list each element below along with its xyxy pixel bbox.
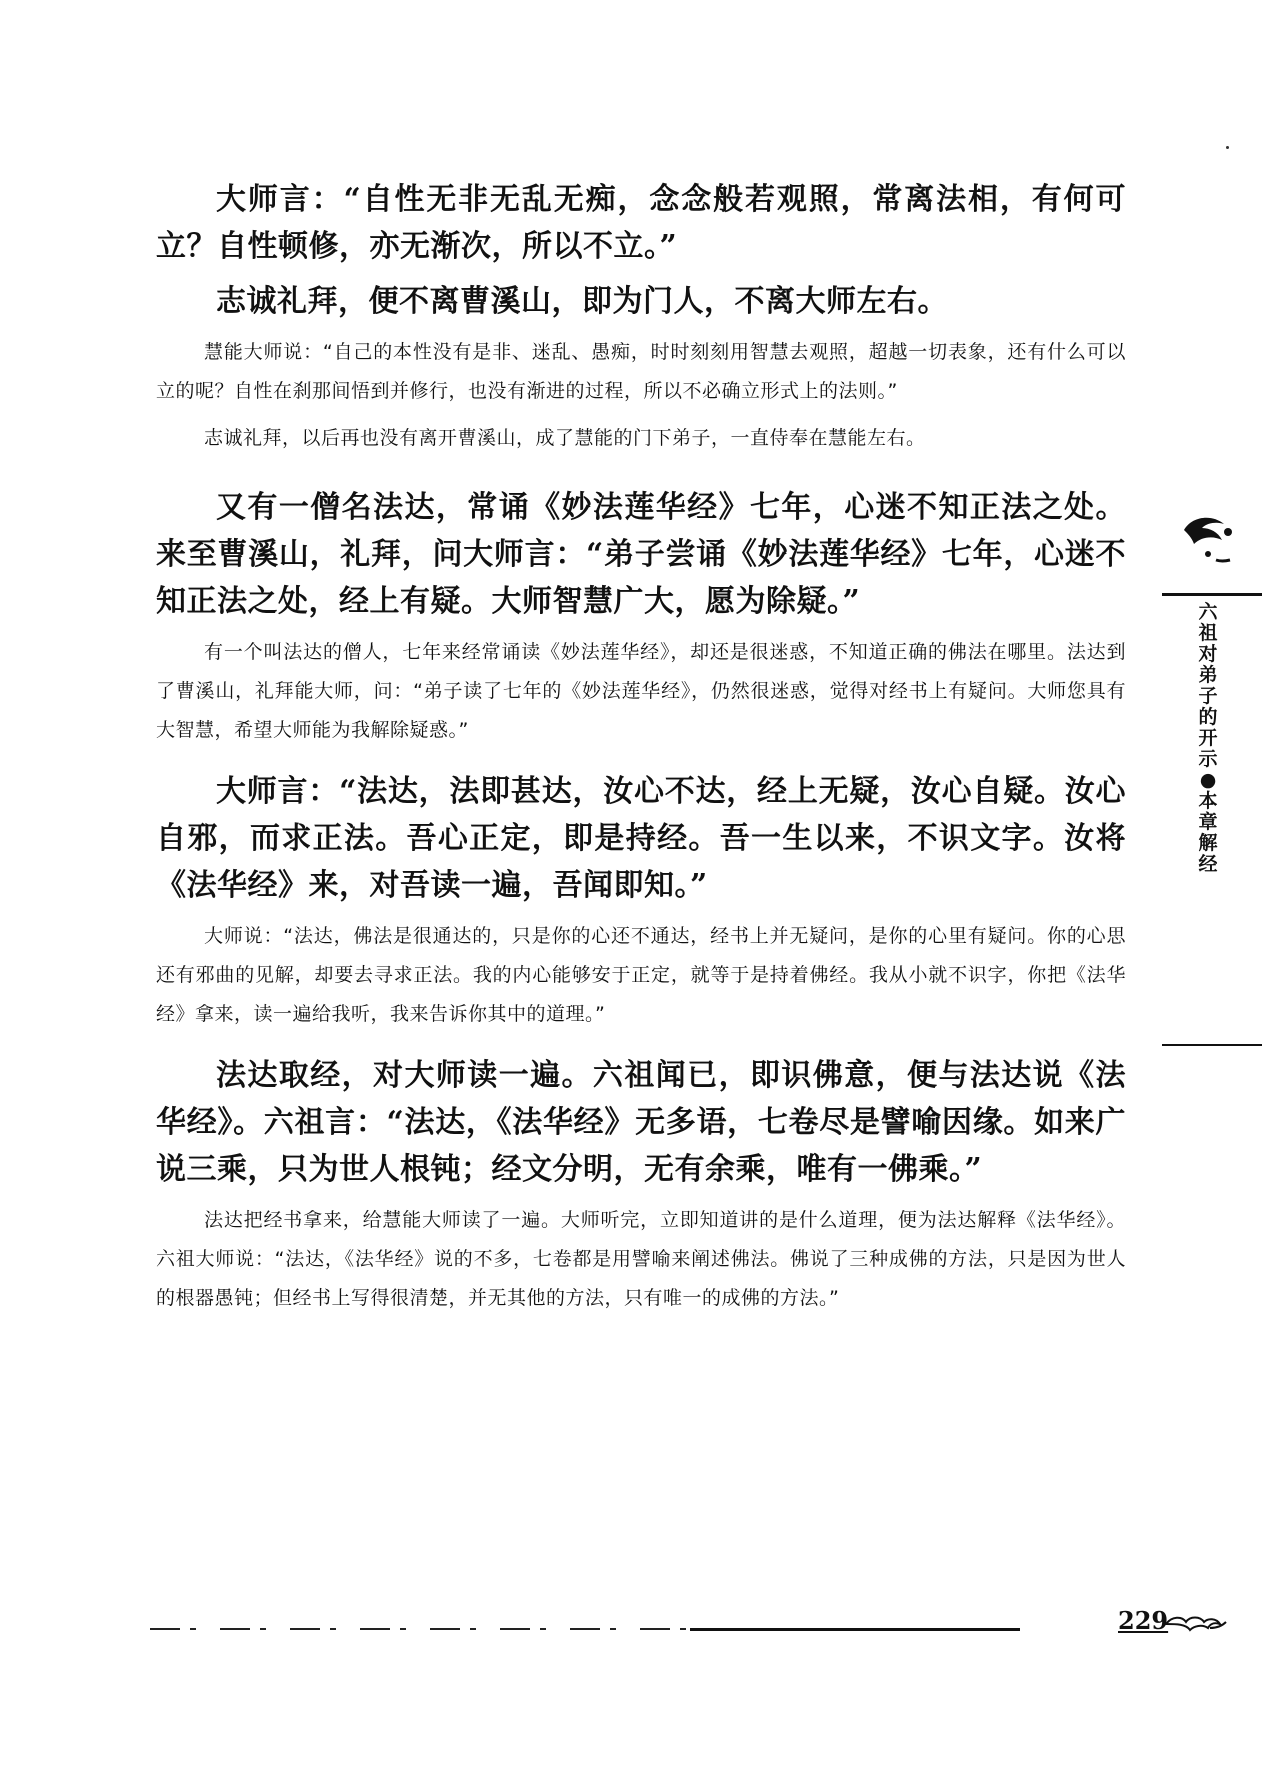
- original-paragraph-1: 大师言：“自性无非无乱无痴，念念般若观照，常离法相，有何可立？自性顿修，亦无渐次，所以不立。”: [156, 182, 1126, 264]
- main-text-column: [156, 176, 1126, 1318]
- footer-rule-solid: [690, 1628, 1020, 1631]
- translation-paragraph-1: 慧能大师说：“自己的本性没有是非、迷乱、愚痴，时时刻刻用智慧去观照，超越一切表象，还有什么可以立的呢？自性在刹那间悟到并修行，也没有渐进的过程，所以不必确立形式上的法则。”: [156, 341, 1126, 402]
- side-tab-rule-top: [1162, 593, 1262, 596]
- page-number: 229: [1118, 1606, 1169, 1635]
- side-tab-rule-bottom: [1162, 1044, 1262, 1046]
- translation-paragraph-2: 志诚礼拜，以后再也没有离开曹溪山，成了慧能的门下弟子，一直侍奉在慧能左右。: [204, 427, 926, 449]
- translation-paragraph-5: 法达把经书拿来，给慧能大师读了一遍。大师听完，立即知道讲的是什么道理，便为法达解释《法华经》。六祖大师说：“法达，《法华经》说的不多，七卷都是用譬喻来阐述佛法。佛说了三种成佛的方法，只是因为世人的根器愚钝；但经书上写得很清楚，并无其他的方法，只有唯一的成佛的方法。”: [156, 1209, 1126, 1309]
- side-tab-label: 六祖对弟子的开示●本章解经: [1198, 601, 1218, 875]
- translation-paragraph-4: 大师说：“法达，佛法是很通达的，只是你的心还不通达，经书上并无疑问，是你的心里有疑问。你的心思还有邪曲的见解，却要去寻求正法。我的内心能够安于正定，就等于是持着佛经。我从小就不识字，你把《法华经》拿来，读一遍给我听，我来告诉你其中的道理。”: [156, 925, 1126, 1025]
- translation-paragraph-3: 有一个叫法达的僧人，七年来经常诵读《妙法莲华经》，却还是很迷惑，不知道正确的佛法在哪里。法达到了曹溪山，礼拜能大师，问：“弟子读了七年的《妙法莲华经》，仍然很迷惑，觉得对经书上有疑问。大师您具有大智慧，希望大师能为我解除疑惑。”: [156, 641, 1126, 741]
- cloud-ornament-icon: [1164, 1612, 1228, 1634]
- original-paragraph-4: 大师言：“法达，法即甚达，汝心不达，经上无疑，汝心自疑。汝心自邪，而求正法。吾心正定，即是持经。吾一生以来，不识文字。汝将《法华经》来，对吾读一遍，吾闻即知。”: [156, 774, 1126, 903]
- original-paragraph-2: 志诚礼拜，便不离曹溪山，即为门人，不离大师左右。: [216, 284, 948, 319]
- chapter-ornament-icon: [1178, 510, 1236, 570]
- original-paragraph-5: 法达取经，对大师读一遍。六祖闻已，即识佛意，便与法达说《法华经》。六祖言：“法达，《法华经》无多语，七卷尽是譬喻因缘。如来广说三乘，只为世人根钝；经文分明，无有余乘，唯有一佛乘。”: [156, 1058, 1126, 1187]
- original-paragraph-3: 又有一僧名法达，常诵《妙法莲华经》七年，心迷不知正法之处。来至曹溪山，礼拜，问大师言：“弟子尝诵《妙法莲华经》七年，心迷不知正法之处，经上有疑。大师智慧广大，愿为除疑。”: [156, 490, 1126, 619]
- print-speck: [1226, 146, 1229, 149]
